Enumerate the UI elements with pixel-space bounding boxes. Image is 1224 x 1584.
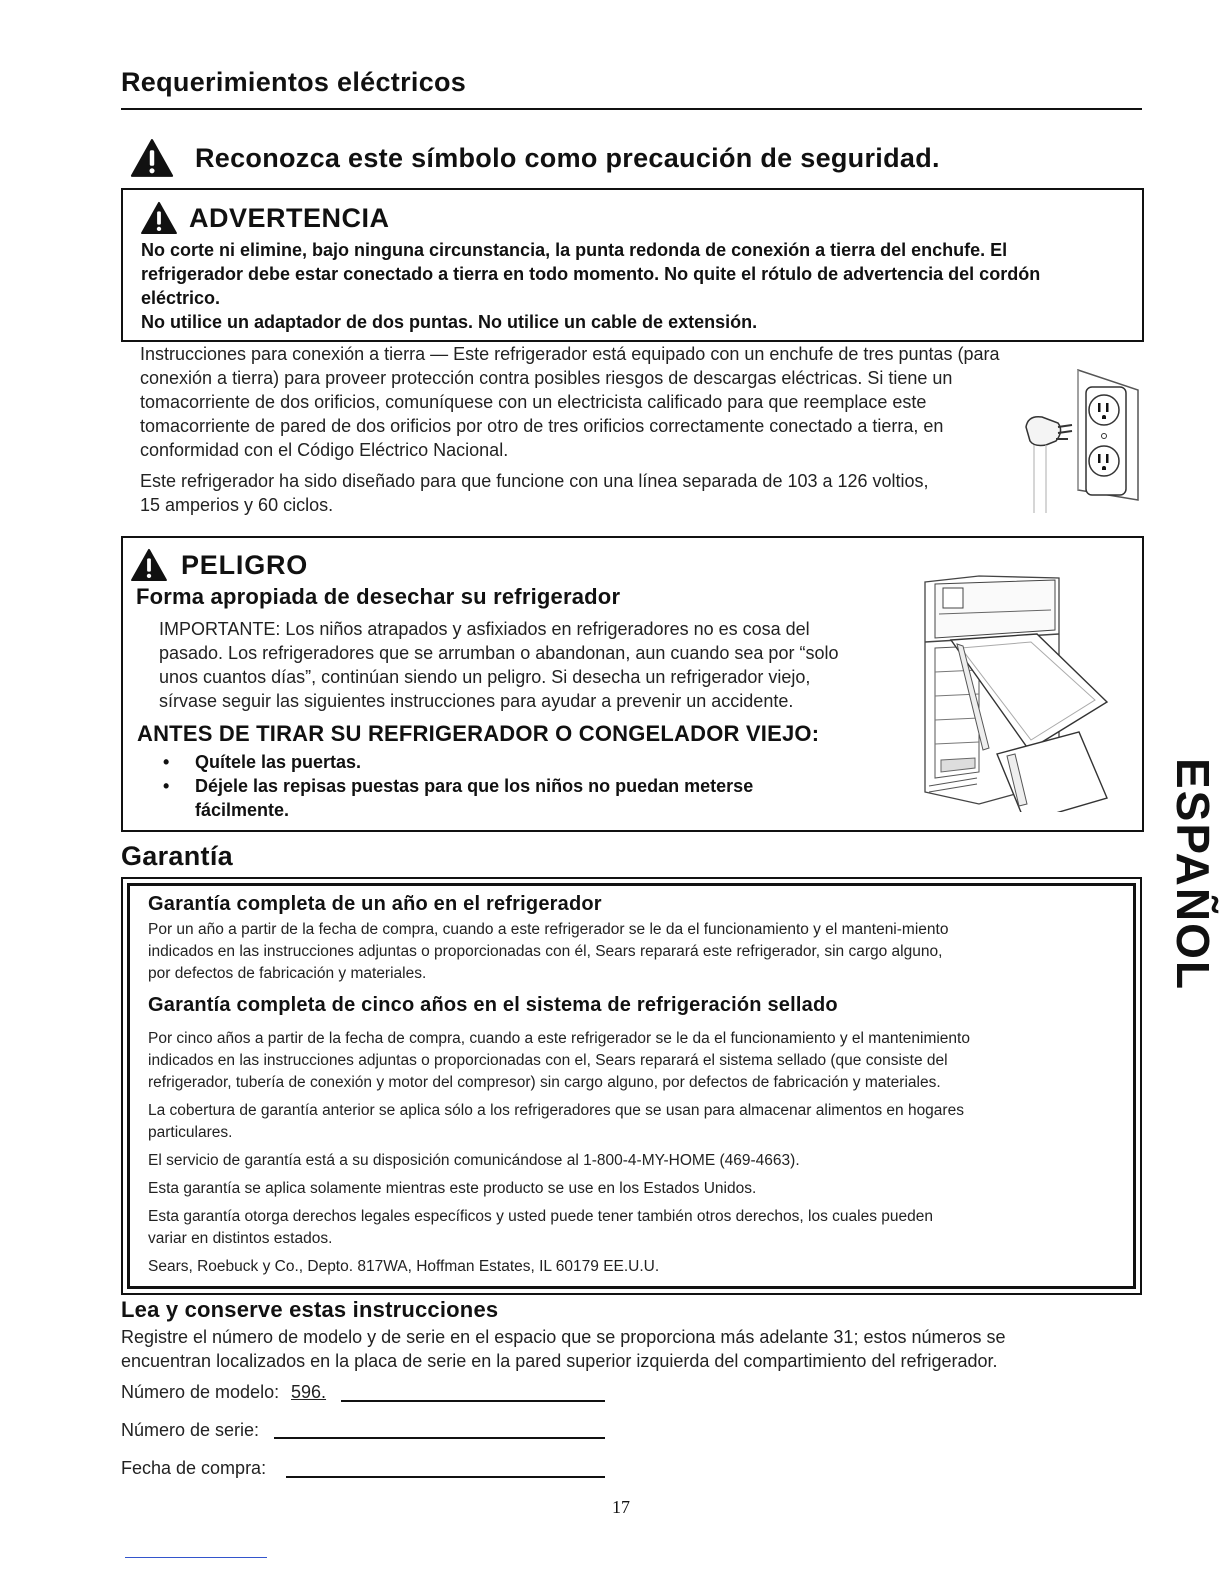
danger-line: sírvase seguir las siguientes instrucciones para ayudar a prevenir un accidente.: [159, 691, 794, 711]
five-year-line: indicados en las instrucciones adjuntas o proporcionadas con el, Sears reparará el sistema sellado (que consiste del: [148, 1052, 948, 1069]
grounding-line: tomacorriente de dos orificios, comuníquese con un electricista calificado para que reemplace este: [140, 392, 927, 412]
danger-bullet-continuation: [159, 798, 879, 822]
one-year-heading: Garantía completa de un año en el refrigerador: [148, 893, 602, 915]
serial-number-field[interactable]: [274, 1437, 605, 1439]
address-line: Sears, Roebuck y Co., Depto. 817WA, Hoffman Estates, IL 60179 EE.U.U.: [148, 1258, 660, 1275]
danger-instructions-heading: ANTES DE TIRAR SU REFRIGERADOR O CONGELADOR VIEJO:: [137, 721, 820, 746]
rights-line: Esta garantía otorga derechos legales específicos y usted puede tener también otros derechos, los cuales pueden: [148, 1208, 933, 1225]
five-year-line: Por cinco años a partir de la fecha de compra, cuando a este refrigerador se le da el funcionamiento y el mantenimiento: [148, 1030, 970, 1047]
five-year-line: refrigerador, tubería de conexión y motor del compresor) sin cargo alguno, por defectos de fabricación y materiales.: [148, 1074, 941, 1091]
voltage-line: Este refrigerador ha sido diseñado para que funcione con una línea separada de 103 a 126 voltios,: [140, 471, 929, 491]
danger-box-subtitle: Forma apropiada de desechar su refrigerador: [136, 584, 621, 609]
warning-line: No utilice un adaptador de dos puntas. No utilice un cable de extensión.: [141, 312, 758, 332]
danger-box: [121, 536, 1144, 832]
outlet-plug-illustration: [1020, 365, 1145, 515]
warning-line: No corte ni elimine, bajo ninguna circunstancia, la punta redonda de conexión a tierra del enchufe. El: [141, 240, 1008, 260]
danger-bullet: [159, 774, 879, 798]
five-year-heading: Garantía completa de cinco años en el sistema de refrigeración sellado: [148, 994, 838, 1016]
grounding-instructions: [140, 342, 1080, 517]
danger-line: IMPORTANTE: Los niños atrapados y asfixiados en refrigeradores no es cosa del: [159, 619, 810, 639]
model-number-label: Número de modelo:: [121, 1382, 280, 1402]
one-year-line: Por un año a partir de la fecha de compra, cuando a este refrigerador se le da el funcionamiento y el manteni-miento: [148, 921, 949, 938]
safety-heading-text: Reconozca este símbolo como precaución de seguridad.: [195, 142, 940, 173]
bullet-text: Quítele las puertas.: [195, 752, 362, 772]
warning-line: refrigerador debe estar conectado a tierra en todo momento. No quite el rótulo de advertencia del cordón: [141, 264, 1041, 284]
danger-box-header: [129, 548, 308, 582]
page-title: Requerimientos eléctricos: [121, 67, 467, 97]
model-number-field[interactable]: [341, 1400, 605, 1402]
warning-line: eléctrico.: [141, 288, 221, 308]
grounding-line: conexión a tierra) para proveer protección contra posibles riesgos de descargas eléctricas. Si tiene un: [140, 368, 953, 388]
coverage-line: La cobertura de garantía anterior se aplica sólo a los refrigeradores que se usan para almacenar alimentos en hogares: [148, 1102, 964, 1119]
grounding-line: conformidad con el Código Eléctrico Nacional.: [140, 440, 509, 460]
danger-line: pasado. Los refrigeradores que se arrumban o abandonan, aun cuando sea por “solo: [159, 643, 839, 663]
rights-line: variar en distintos estados.: [148, 1230, 333, 1247]
safety-heading: [129, 138, 940, 178]
bullet-text: fácilmente.: [195, 800, 290, 820]
warning-triangle-icon: [129, 138, 175, 178]
one-year-line: por defectos de fabricación y materiales.: [148, 965, 427, 982]
keep-line: Registre el número de modelo y de serie en el espacio que se proporciona más adelante 31; estos números se: [121, 1327, 1006, 1347]
keep-instructions-title: Lea y conserve estas instrucciones: [121, 1297, 499, 1322]
danger-line: unos cuantos días”, continúan siendo un peligro. Si desecha un refrigerador viejo,: [159, 667, 811, 687]
serial-number-label: Número de serie:: [121, 1420, 260, 1440]
language-side-tab: ESPAÑOL: [1167, 758, 1219, 991]
warning-triangle-icon: [129, 548, 169, 582]
bullet-marker: •: [163, 776, 170, 796]
footer-link-line: [125, 1557, 267, 1558]
usa-only-line: Esta garantía se aplica solamente mientras este producto se use en los Estados Unidos.: [148, 1180, 757, 1197]
warranty-title: Garantía: [121, 841, 233, 871]
warning-box-title: ADVERTENCIA: [189, 202, 390, 233]
header-divider: [121, 108, 1142, 110]
purchase-date-label: Fecha de compra:: [121, 1458, 267, 1478]
grounding-line: Instrucciones para conexión a tierra — Este refrigerador está equipado con un enchufe de tres puntas (para: [140, 344, 1000, 364]
warning-box: [121, 188, 1144, 342]
warning-box-header: [139, 201, 390, 235]
grounding-line: tomacorriente de pared de dos orificios por otro de tres orificios correctamente conectado a tierra, en: [140, 416, 944, 436]
danger-bullet: [159, 750, 879, 774]
warning-triangle-icon: [139, 201, 179, 235]
refrigerator-illustration: [919, 572, 1119, 812]
model-number-value: 596.: [291, 1382, 327, 1402]
voltage-line: 15 amperios y 60 ciclos.: [140, 495, 334, 515]
danger-box-title: PELIGRO: [181, 549, 309, 580]
one-year-line: indicados en las instrucciones adjuntas o proporcionadas con él, Sears reparará este refrigerador, sin cargo alguno,: [148, 943, 943, 960]
warranty-box: [121, 877, 1142, 1295]
bullet-marker: •: [163, 752, 170, 772]
keep-line: encuentran localizados en la placa de serie en la pared superior izquierda del compartimiento del refrigerador.: [121, 1351, 998, 1371]
service-line: El servicio de garantía está a su disposición comunicándose al 1-800-4-MY-HOME (469-4663).: [148, 1152, 800, 1169]
coverage-line: particulares.: [148, 1124, 233, 1141]
purchase-date-field[interactable]: [286, 1476, 605, 1478]
bullet-text: Déjele las repisas puestas para que los niños no puedan meterse: [195, 776, 754, 796]
page-number: 17: [612, 1497, 630, 1517]
